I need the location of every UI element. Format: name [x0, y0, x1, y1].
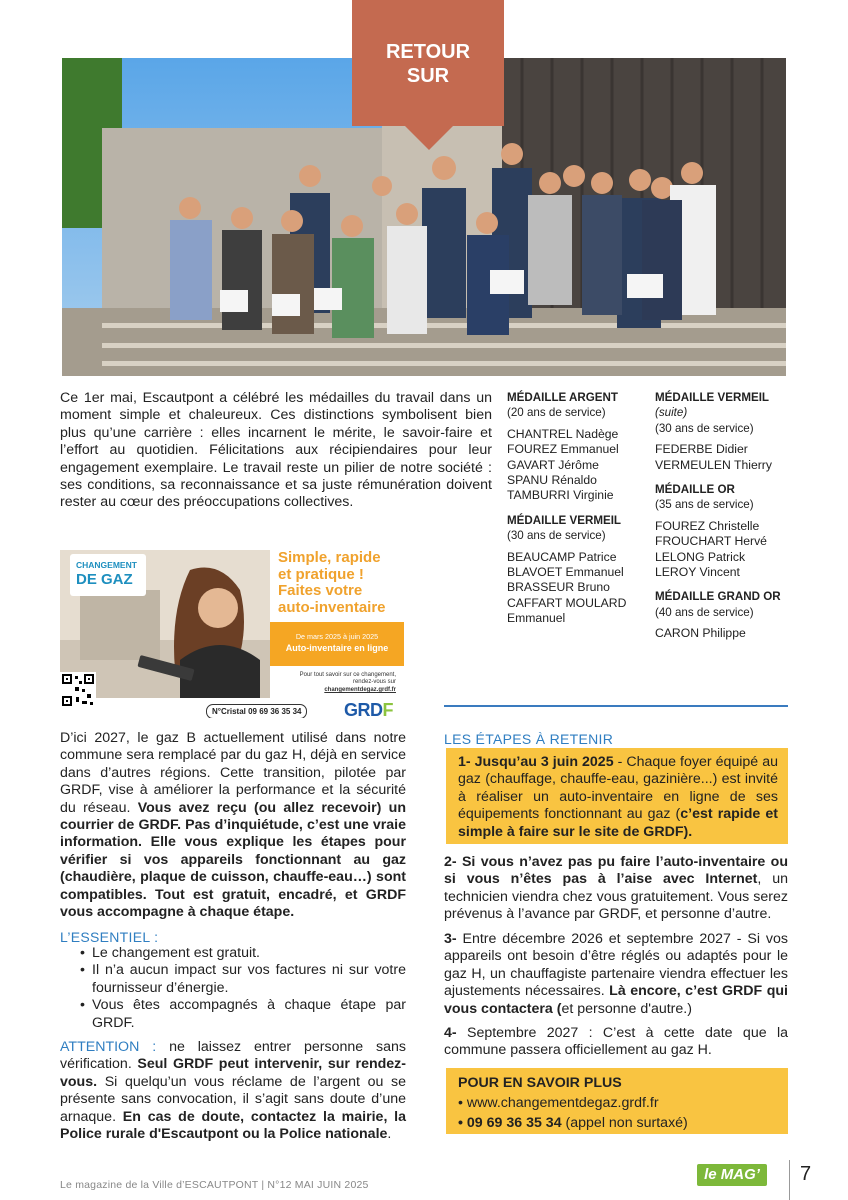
medal-subtitle: (30 ans de service) — [507, 529, 606, 543]
medal-name: CAFFART MOULARD — [507, 595, 627, 610]
medal-subtitle: (30 ans de service) — [655, 421, 754, 435]
grdf-logo-f: F — [382, 700, 393, 718]
step-1-text — [446, 748, 788, 841]
medal-grand-or-group — [655, 589, 795, 641]
grdf-logo — [344, 700, 393, 718]
list-item: • Vous êtes accompagnés à chaque étape par GRDF. — [84, 997, 406, 1032]
essentiel-list — [84, 945, 406, 1032]
more-info-box — [446, 1068, 788, 1134]
logo-line-1: CHANGEMENT — [76, 560, 137, 570]
more-info-title: POUR EN SAVOIR PLUS — [458, 1075, 622, 1091]
essentiel-heading: L’ESSENTIEL : — [60, 929, 159, 945]
phone-note: (appel non surtaxé) — [561, 1115, 688, 1131]
step-bold: 2- Si vous n’avez pas pu faire l’auto-inventaire ou si vous n’êtes pas à l’aise avec Internet — [444, 854, 788, 888]
medal-name: LELONG Patrick — [655, 549, 746, 564]
step-text: Entre décembre 2026 et septembre 2027 - Si vos appareils ont besoin d’être réglés ou adaptés pour le gaz H, un chauffagiste partenaire viendra effectuer les ajustements nécessaires. — [444, 931, 788, 1000]
attention-label: ATTENTION : — [60, 1039, 157, 1055]
medal-name: FEDERBE Didier — [655, 442, 748, 457]
medal-title: MÉDAILLE ARGENT — [507, 391, 618, 404]
step-text: Septembre 2027 : C’est à cette date que la commune passera officiellement au gaz H. — [444, 1025, 788, 1059]
intro-paragraph: Ce 1er mai, Escautpont a célébré les médailles du travail dans un moment simple et chaleureux. Ces distinctions symbolisent bien plus qu’une carrière : elles incarnent le mérite, le savoir-faire et l’effort au quotidien. Félicitations aux récipiendaires pour leur engagement exemplaire. Le travail reste un pilier de notre société : ses conditions, sa reconnaissance et sa juste rémunération doivent rester au cœur des préoccupations collectives. — [60, 390, 492, 511]
medal-title: MÉDAILLE OR — [655, 483, 735, 497]
medal-name: BEAUCAMP Patrice — [507, 549, 617, 564]
medals-column-2 — [655, 390, 795, 651]
footer-separator — [789, 1160, 790, 1200]
medal-name: CHANTREL Nadège — [507, 426, 619, 441]
step-text: , un technicien viendra chez vous gratuitement. Vous serez prévenus à l’avance par GRDF, et personne d’autre. — [444, 871, 788, 923]
grdf-ad — [60, 550, 404, 718]
footer-publication-info: Le magazine de la Ville d’ESCAUTPONT | N°12 MAI JUIN 2025 — [60, 1179, 369, 1191]
qr-code-icon — [60, 672, 96, 708]
medal-or-group — [655, 482, 795, 580]
logo-line-2: DE GAZ — [76, 571, 133, 588]
paragraph-text: D’ici 2027, le gaz B actuellement utilisé dans notre commune sera remplacé par du gaz H, déjà en service dans d’autres régions. Cette transition, pilotée par GRDF, vise à améliorer la performance et la sécurité du réseau. — [60, 730, 406, 816]
ad-info-url[interactable]: changementdegaz.grdf.fr — [324, 686, 396, 693]
step-3 — [444, 931, 788, 1018]
attention-paragraph — [60, 1039, 406, 1143]
attention-text: . — [387, 1126, 392, 1143]
ad-headline — [278, 550, 403, 616]
attention-bold-text: En cas de doute, contactez la mairie, la Police rurale d'Escautpont ou la Police nationale — [60, 1108, 406, 1143]
ad-headline-line: Simple, rapide — [278, 550, 381, 566]
medal-subtitle: (35 ans de service) — [655, 498, 754, 512]
changement-de-gaz-logo — [70, 554, 146, 596]
medal-name: GAVART Jérôme — [507, 457, 599, 472]
step-1-box — [446, 748, 788, 844]
medal-argent-group — [507, 390, 647, 504]
ad-info-line: Pour tout savoir sur ce changement, — [299, 672, 396, 678]
ad-info-line: rendez-vous sur — [352, 679, 396, 686]
more-info-url[interactable]: • www.changementdegaz.grdf.fr — [458, 1095, 659, 1111]
medal-subtitle: (40 ans de service) — [655, 605, 754, 619]
etapes-heading: LES ÉTAPES À RETENIR — [444, 731, 614, 747]
medal-name: LEROY Vincent — [655, 565, 740, 580]
medal-title: MÉDAILLE VERMEIL — [507, 513, 622, 527]
section-divider — [444, 705, 788, 707]
list-item: • Il n’a aucun impact sur vos factures ni sur votre fournisseur d’énergie. — [84, 962, 406, 997]
ad-info-text — [274, 672, 396, 694]
attention-bold-text: Seul GRDF peut intervenir, sur rendez-vous. — [60, 1056, 406, 1090]
ad-text-panel — [270, 550, 404, 718]
medal-vermeil-suite-group — [655, 390, 795, 473]
ad-phone-badge: N°Cristal 09 69 36 35 34 — [206, 704, 307, 718]
tab-line-2: SUR — [406, 65, 450, 87]
attention-text: Si quelqu’un vous réclame de l’argent ou se présente sans convocation, il s’agit sans doute d’une arnaque. — [60, 1073, 406, 1125]
step-bold: Là encore, c’est GRDF qui vous contactera ( — [444, 983, 788, 1017]
medal-title — [655, 390, 795, 421]
ad-headline-line: Faites votre — [278, 582, 363, 599]
tab-pointer-arrow — [405, 126, 453, 150]
medal-suite-note: (suite) — [655, 406, 688, 420]
banner-label: Auto-inventaire en ligne — [285, 643, 389, 653]
paragraph-bold-text: Vous avez reçu (ou allez recevoir) un courrier de GRDF. Pas d’inquiétude, c’est une vraie information. Elle vous explique les étapes pour vérifier si vos appareils fonctionnant au gaz (chaudière, plaque de cuisson, chauffe-eau…) sont compatibles. Tout est gratuit, encadré, et GRDF vous accompagne à chaque étape. — [60, 799, 406, 921]
ad-headline-line: auto-inventaire — [278, 598, 386, 616]
page-number: 7 — [800, 1163, 812, 1185]
medal-name: Emmanuel — [507, 611, 566, 626]
ad-date-banner — [270, 622, 404, 666]
medal-name: SPANU Rénaldo — [507, 473, 597, 488]
step-4 — [444, 1025, 788, 1060]
step-text: - Chaque foyer équipé au gaz (chauffage, chauffe-eau, gazinière...) est invité à réaliser un auto-inventaire en ligne de ses équipements fonctionnant au gaz ( — [458, 754, 778, 823]
list-item: • Le changement est gratuit. — [84, 945, 406, 962]
medal-name: TAMBURRI Virginie — [507, 488, 614, 503]
retour-sur-tab — [352, 0, 504, 126]
step-bold: 3- — [444, 931, 457, 947]
medal-name: FOUREZ Christelle — [655, 518, 760, 533]
medal-title: MÉDAILLE GRAND OR — [655, 590, 781, 604]
medal-name: BLAVOET Emmanuel — [507, 565, 624, 580]
banner-dates: De mars 2025 à juin 2025 — [295, 632, 379, 641]
medals-column-1 — [507, 390, 647, 636]
gas-change-paragraph — [60, 730, 406, 921]
more-info-phone — [458, 1115, 688, 1131]
step-text: et personne d'autre.) — [561, 1000, 692, 1017]
medal-name: VERMEULEN Thierry — [655, 457, 772, 472]
phone-number: • 09 69 36 35 34 — [458, 1115, 562, 1131]
medal-name: FROUCHART Hervé — [655, 534, 767, 549]
tab-line-1: RETOUR — [385, 41, 471, 63]
grdf-logo-text: GRD — [344, 700, 383, 718]
step-2 — [444, 854, 788, 924]
medal-vermeil-group — [507, 513, 647, 627]
medal-name: FOUREZ Emmanuel — [507, 442, 619, 457]
attention-text: ne laissez entrer personne sans vérification. — [60, 1039, 406, 1073]
step-bold: 1- Jusqu’au 3 juin 2025 — [458, 754, 614, 770]
medal-subtitle: (20 ans de service) — [507, 406, 606, 420]
le-mag-logo: le MAG’ — [697, 1164, 767, 1186]
medal-title-text: MÉDAILLE VERMEIL — [655, 391, 769, 404]
step-bold: 4- — [444, 1025, 457, 1041]
ad-headline-line: et pratique ! — [278, 565, 364, 583]
step-bold: c’est rapide et simple à faire sur le site de GRDF). — [458, 806, 778, 840]
medal-name: BRASSEUR Bruno — [507, 580, 610, 595]
medal-name: CARON Philippe — [655, 626, 746, 641]
